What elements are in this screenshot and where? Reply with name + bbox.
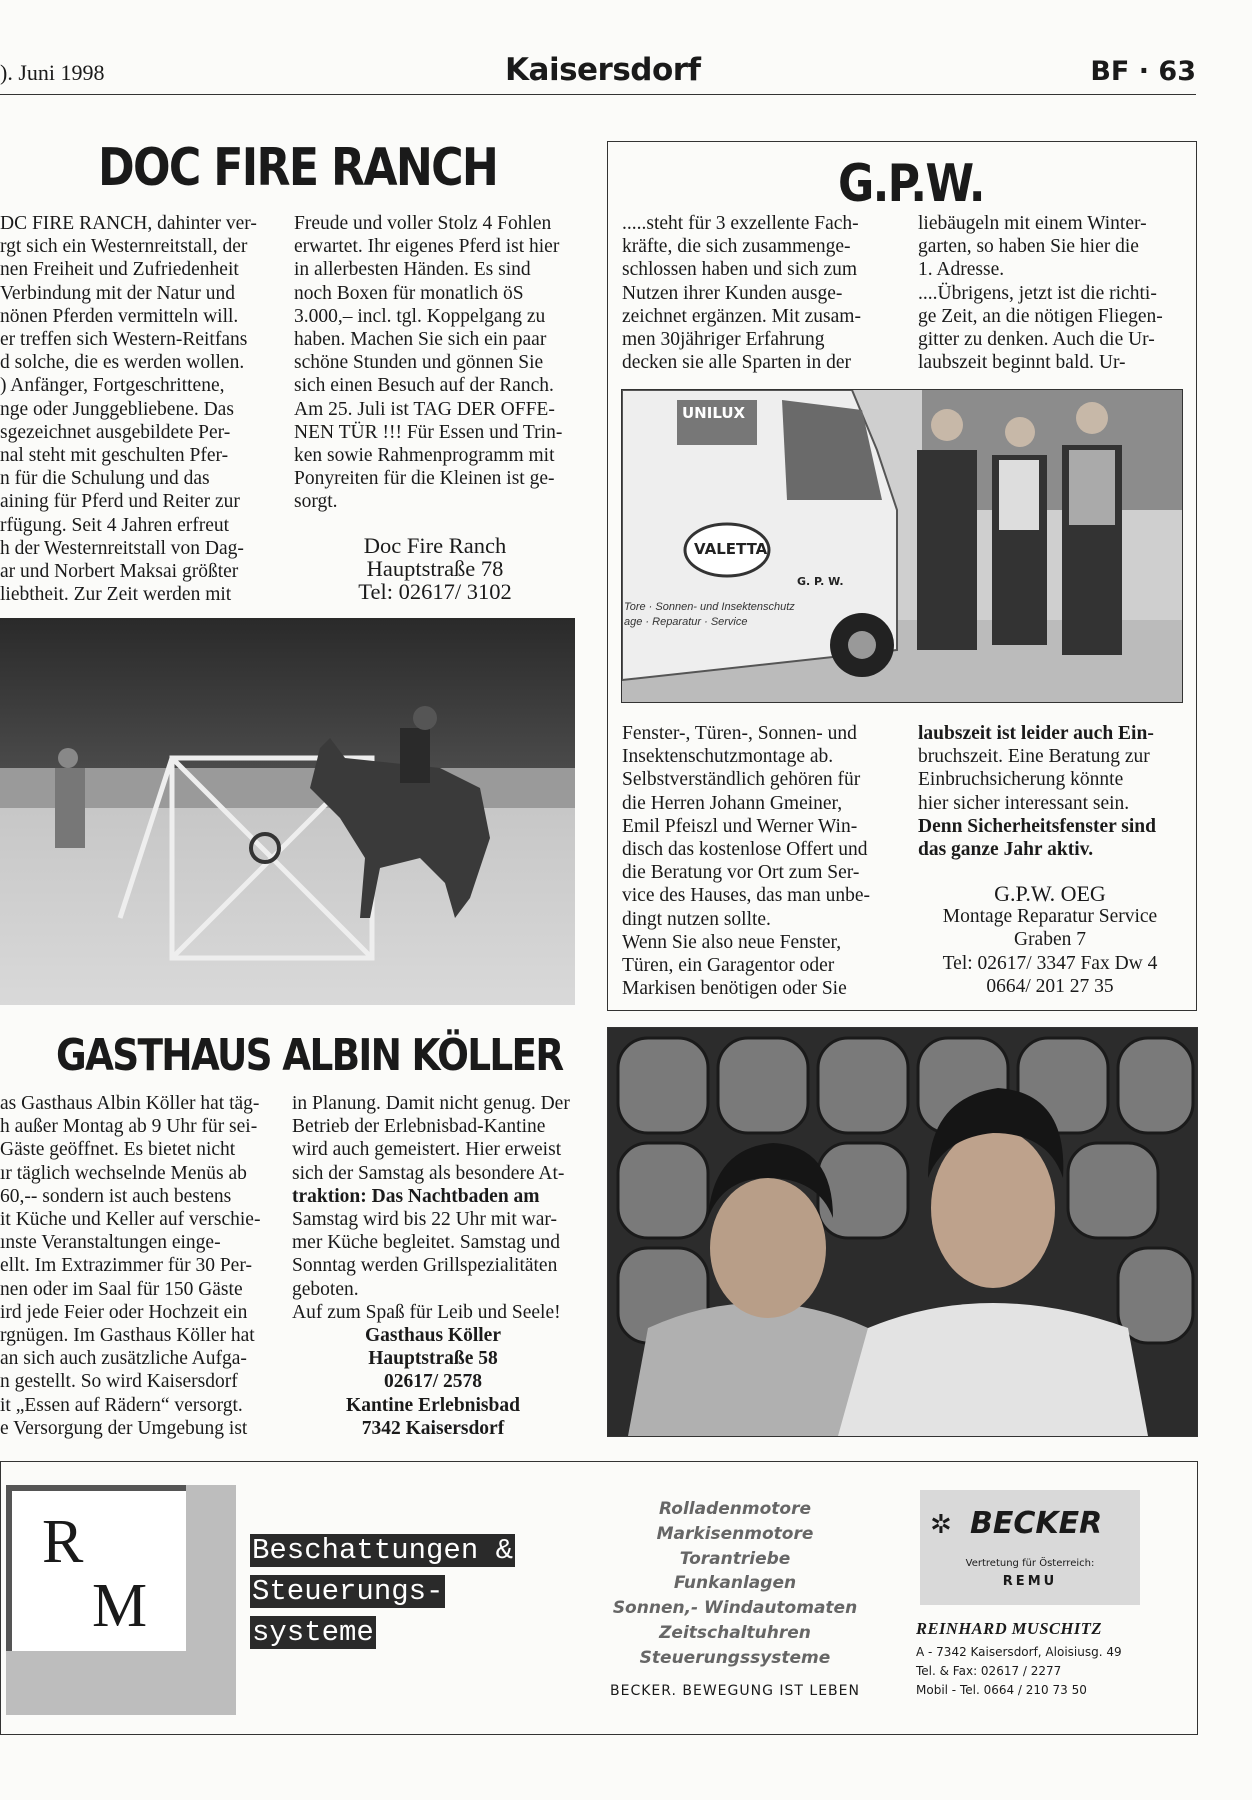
text-line: e Versorgung der Umgebung ist	[0, 1417, 248, 1439]
text-line: in Planung. Damit nicht genug. Der	[292, 1093, 570, 1114]
text-line: die Beratung vor Ort zum Ser-	[622, 862, 860, 884]
text-line: garten, so haben Sie hier die	[918, 236, 1139, 258]
text-line: schlossen haben und sich zum	[622, 259, 858, 281]
text-line: traktion: Das Nachtbaden am	[292, 1185, 540, 1207]
header-rule	[0, 94, 1196, 95]
text-line: aining für Pferd und Reiter zur	[0, 491, 240, 513]
address-line: Tel: 02617/ 3347 Fax Dw 4	[942, 952, 1158, 974]
text-line: schöne Stunden und gönnen Sie	[294, 352, 544, 374]
text-line: n für die Schulung und das	[0, 468, 210, 490]
text-line: nal steht mit geschulten Pfer-	[0, 445, 229, 467]
text-line: Insektenschutzmontage ab.	[622, 746, 834, 768]
address-line: G.P.W. OEG	[994, 881, 1106, 906]
text-line: Denn Sicherheitsfenster sind	[918, 815, 1156, 837]
address-line: Hauptstraße 78	[366, 556, 504, 581]
text-line: Selbstverständlich gehören für	[622, 769, 861, 791]
rm-tagline	[250, 1530, 515, 1653]
text-line: wird auch gemeistert. Hier erweist	[292, 1139, 562, 1161]
address-line: Gasthaus Köller	[365, 1325, 501, 1346]
docfire-address	[294, 534, 576, 603]
rm-logo-bar	[6, 1651, 186, 1715]
text-line: nge oder Junggebliebene. Das	[0, 398, 234, 420]
product-item: Markisenmotore	[656, 1523, 814, 1544]
text-line: nönen Pferden vermitteln will.	[0, 305, 239, 327]
gpw-col4	[918, 722, 1182, 861]
text-line: ır täglich wechselnde Menüs ab	[0, 1162, 247, 1184]
text-line: vice des Hauses, das man unbe-	[622, 885, 871, 907]
address-line: 02617/ 2578	[383, 1371, 483, 1393]
gpw-col1	[622, 212, 886, 374]
text-line: DC FIRE RANCH, dahinter ver-	[0, 213, 257, 234]
rm-tagline-line: Beschattungen &	[252, 1534, 514, 1567]
text-line: noch Boxen für monatlich öS	[294, 282, 524, 304]
text-line: as Gasthaus Albin Köller hat täg-	[0, 1093, 260, 1114]
rm-products	[590, 1497, 880, 1671]
text-line: ge Zeit, an die nötigen Fliegen-	[918, 305, 1163, 327]
text-line: Gäste geöffnet. Es bietet nicht	[0, 1139, 236, 1161]
text-line: Wenn Sie also neue Fenster,	[622, 931, 842, 953]
text-line: 60,-- sondern ist auch bestens	[0, 1185, 232, 1207]
text-line: sgezeichnet ausgebildete Per-	[0, 421, 231, 443]
text-line: 1. Adresse.	[918, 259, 1005, 281]
rm-logo	[6, 1485, 236, 1715]
text-line: Einbruchsicherung könnte	[918, 769, 1124, 791]
issue-date: ). Juni 1998	[0, 60, 105, 85]
text-line: NEN TÜR !!! Für Essen und Trin-	[294, 421, 563, 443]
address-line: Montage Reparatur Service	[942, 906, 1158, 928]
contact-line: Tel. & Fax: 02617 / 2277	[916, 1664, 1062, 1678]
text-line: it Küche und Keller auf verschie-	[0, 1209, 261, 1231]
contact-name: REINHARD MUSCHITZ	[916, 1619, 1102, 1638]
text-line: men 30jähriger Erfahrung	[622, 329, 825, 351]
text-line: erwartet. Ihr eigenes Pferd ist hier	[294, 236, 560, 258]
koeller-col1	[0, 1092, 266, 1440]
product-item: Rolladenmotore	[659, 1499, 811, 1519]
text-line: Samstag wird bis 22 Uhr mit war-	[292, 1209, 557, 1231]
text-line: Emil Pfeiszl und Werner Win-	[622, 815, 858, 837]
text-line: Ponyreiten für die Kleinen ist ge-	[294, 468, 555, 490]
address-line: Hauptstraße 58	[368, 1348, 498, 1370]
text-line: liebtheit. Zur Zeit werden mit	[0, 584, 232, 606]
product-item: Zeitschaltuhren	[659, 1622, 811, 1643]
docfire-col2	[294, 212, 576, 514]
gpw-col2	[918, 212, 1182, 374]
text-line: Markisen benötigen oder Sie	[622, 978, 847, 1000]
product-item: Torantriebe	[679, 1548, 791, 1569]
text-line: ınste Veranstaltungen einge-	[0, 1232, 221, 1254]
rm-logo-bar	[186, 1485, 236, 1715]
product-item: Funkanlagen	[673, 1573, 797, 1594]
text-line: 3.000,– incl. tgl. Koppelgang zu	[294, 305, 546, 327]
rm-slogan: BECKER. BEWEGUNG IST LEBEN	[610, 1683, 860, 1699]
text-line: hier sicher interessant sein.	[918, 792, 1130, 814]
text-line: d solche, die es werden wollen.	[0, 352, 245, 374]
docfire-headline: DOC FIRE RANCH	[98, 138, 498, 198]
becker-sub: Vertretung für Österreich:	[965, 1558, 1095, 1569]
product-item: Steuerungssysteme	[639, 1647, 831, 1668]
van-logo: VALETTA	[694, 540, 768, 558]
text-line: it „Essen auf Rädern“ versorgt.	[0, 1394, 243, 1416]
address-line: Tel: 02617/ 3102	[358, 579, 512, 604]
text-line: nen Freiheit und Zufriedenheit	[0, 259, 239, 281]
koeller-col2	[292, 1092, 574, 1324]
address-line: Doc Fire Ranch	[363, 533, 507, 558]
text-line: geboten.	[292, 1278, 359, 1300]
address-line: Kantine Erlebnisbad	[346, 1394, 520, 1416]
van-text-line: age · Reparatur · Service	[624, 616, 748, 628]
text-line: ....Übrigens, jetzt ist die richti-	[918, 282, 1157, 304]
becker-icon: ✲	[930, 1510, 952, 1540]
gpw-address	[918, 882, 1182, 998]
text-line: Freude und voller Stolz 4 Fohlen	[294, 213, 552, 234]
text-line: disch das kostenlose Offert und	[622, 839, 868, 861]
text-line: Auf zum Spaß für Leib und Seele!	[292, 1301, 561, 1323]
rm-logo-r: R	[42, 1508, 84, 1576]
text-line: nen oder im Saal für 150 Gäste	[0, 1278, 243, 1300]
text-line: haben. Machen Sie sich ein paar	[294, 329, 547, 351]
becker-remu: REMU	[1002, 1574, 1058, 1589]
text-line: n gestellt. So wird Kaisersdorf	[0, 1371, 238, 1393]
text-line: ird jede Feier oder Hochzeit ein	[0, 1301, 248, 1323]
van-text	[624, 600, 795, 630]
text-line: rgt sich ein Westernreitstall, der	[0, 236, 248, 258]
section-title: Kaisersdorf	[505, 52, 701, 88]
text-line: Verbindung mit der Natur und	[0, 282, 236, 304]
rm-tagline-line: Steuerungs-	[252, 1575, 444, 1608]
rm-logo-m: M	[92, 1572, 148, 1640]
text-line: Sonntag werden Grillspezialitäten	[292, 1255, 558, 1277]
text-line: dingt nutzen sollte.	[622, 908, 771, 930]
text-line: das ganze Jahr aktiv.	[918, 839, 1094, 861]
text-line: zeichnet ergänzen. Mit zusam-	[622, 305, 861, 327]
text-line: ken sowie Rahmenprogramm mit	[294, 445, 555, 467]
gpw-team-photo	[621, 389, 1183, 703]
docfire-col1	[0, 212, 264, 606]
text-line: .....steht für 3 exzellente Fach-	[622, 213, 859, 234]
contact-line: Mobil - Tel. 0664 / 210 73 50	[916, 1683, 1087, 1697]
text-line: Nutzen ihrer Kunden ausge-	[622, 282, 843, 304]
text-line: mer Küche begleitet. Samstag und	[292, 1232, 561, 1254]
text-line: laubszeit ist leider auch Ein-	[918, 723, 1154, 744]
text-line: Türen, ein Garagentor oder	[622, 955, 835, 977]
product-item: Sonnen,- Windautomaten	[612, 1598, 858, 1619]
gpw-headline: G.P.W.	[838, 154, 984, 214]
text-line: h der Westernreitstall von Dag-	[0, 537, 244, 559]
text-line: decken sie alle Sparten in der	[622, 352, 852, 374]
text-line: kräfte, die sich zusammenge-	[622, 236, 851, 258]
van-brand: UNILUX	[682, 404, 746, 422]
address-line: 0664/ 201 27 35	[986, 975, 1114, 997]
text-line: an sich auch zusätzliche Aufga-	[0, 1348, 247, 1370]
van-text-line: Tore · Sonnen- und Insektenschutz	[624, 601, 795, 613]
text-line: Fenster-, Türen-, Sonnen- und	[622, 723, 857, 744]
gpw-col3	[622, 722, 886, 1000]
contact-line: A - 7342 Kaisersdorf, Aloisiusg. 49	[916, 1645, 1122, 1659]
text-line: ellt. Im Extrazimmer für 30 Per-	[0, 1255, 252, 1277]
text-line: Betrieb der Erlebnisbad-Kantine	[292, 1116, 546, 1138]
contact-info	[916, 1643, 1122, 1700]
van-gpw: G. P. W.	[797, 575, 844, 588]
page-number: BF · 63	[1090, 56, 1196, 87]
address-line: Graben 7	[1013, 929, 1086, 951]
koeller-address	[292, 1324, 574, 1440]
text-line: h außer Montag ab 9 Uhr für sei-	[0, 1116, 258, 1138]
text-line: ar und Norbert Maksai größter	[0, 561, 239, 583]
text-line: sorgt.	[294, 491, 338, 513]
horse-riding-photo	[0, 618, 575, 1005]
text-line: Am 25. Juli ist TAG DER OFFE-	[294, 398, 555, 420]
text-line: laubszeit beginnt bald. Ur-	[918, 352, 1126, 374]
text-line: rgnügen. Im Gasthaus Köller hat	[0, 1325, 255, 1347]
text-line: in allerbesten Händen. Es sind	[294, 259, 531, 281]
text-line: ) Anfänger, Fortgeschrittene,	[0, 375, 225, 397]
becker-logo	[920, 1490, 1140, 1605]
text-line: bruchszeit. Eine Beratung zur	[918, 746, 1150, 768]
koeller-headline: GASTHAUS ALBIN KÖLLER	[56, 1030, 563, 1081]
rm-tagline-line: systeme	[252, 1616, 374, 1649]
text-line: sich der Samstag als besondere At-	[292, 1162, 565, 1184]
text-line: sich einen Besuch auf der Ranch.	[294, 375, 554, 397]
text-line: er treffen sich Western-Reitfans	[0, 329, 248, 351]
becker-name: BECKER	[970, 1506, 1103, 1541]
koeller-owners-photo	[607, 1027, 1198, 1437]
text-line: liebäugeln mit einem Winter-	[918, 213, 1147, 234]
address-line: 7342 Kaisersdorf	[361, 1417, 505, 1439]
text-line: gitter zu denken. Auch die Ur-	[918, 329, 1155, 351]
text-line: rfügung. Seit 4 Jahren erfreut	[0, 514, 230, 536]
text-line: die Herren Johann Gmeiner,	[622, 792, 843, 814]
